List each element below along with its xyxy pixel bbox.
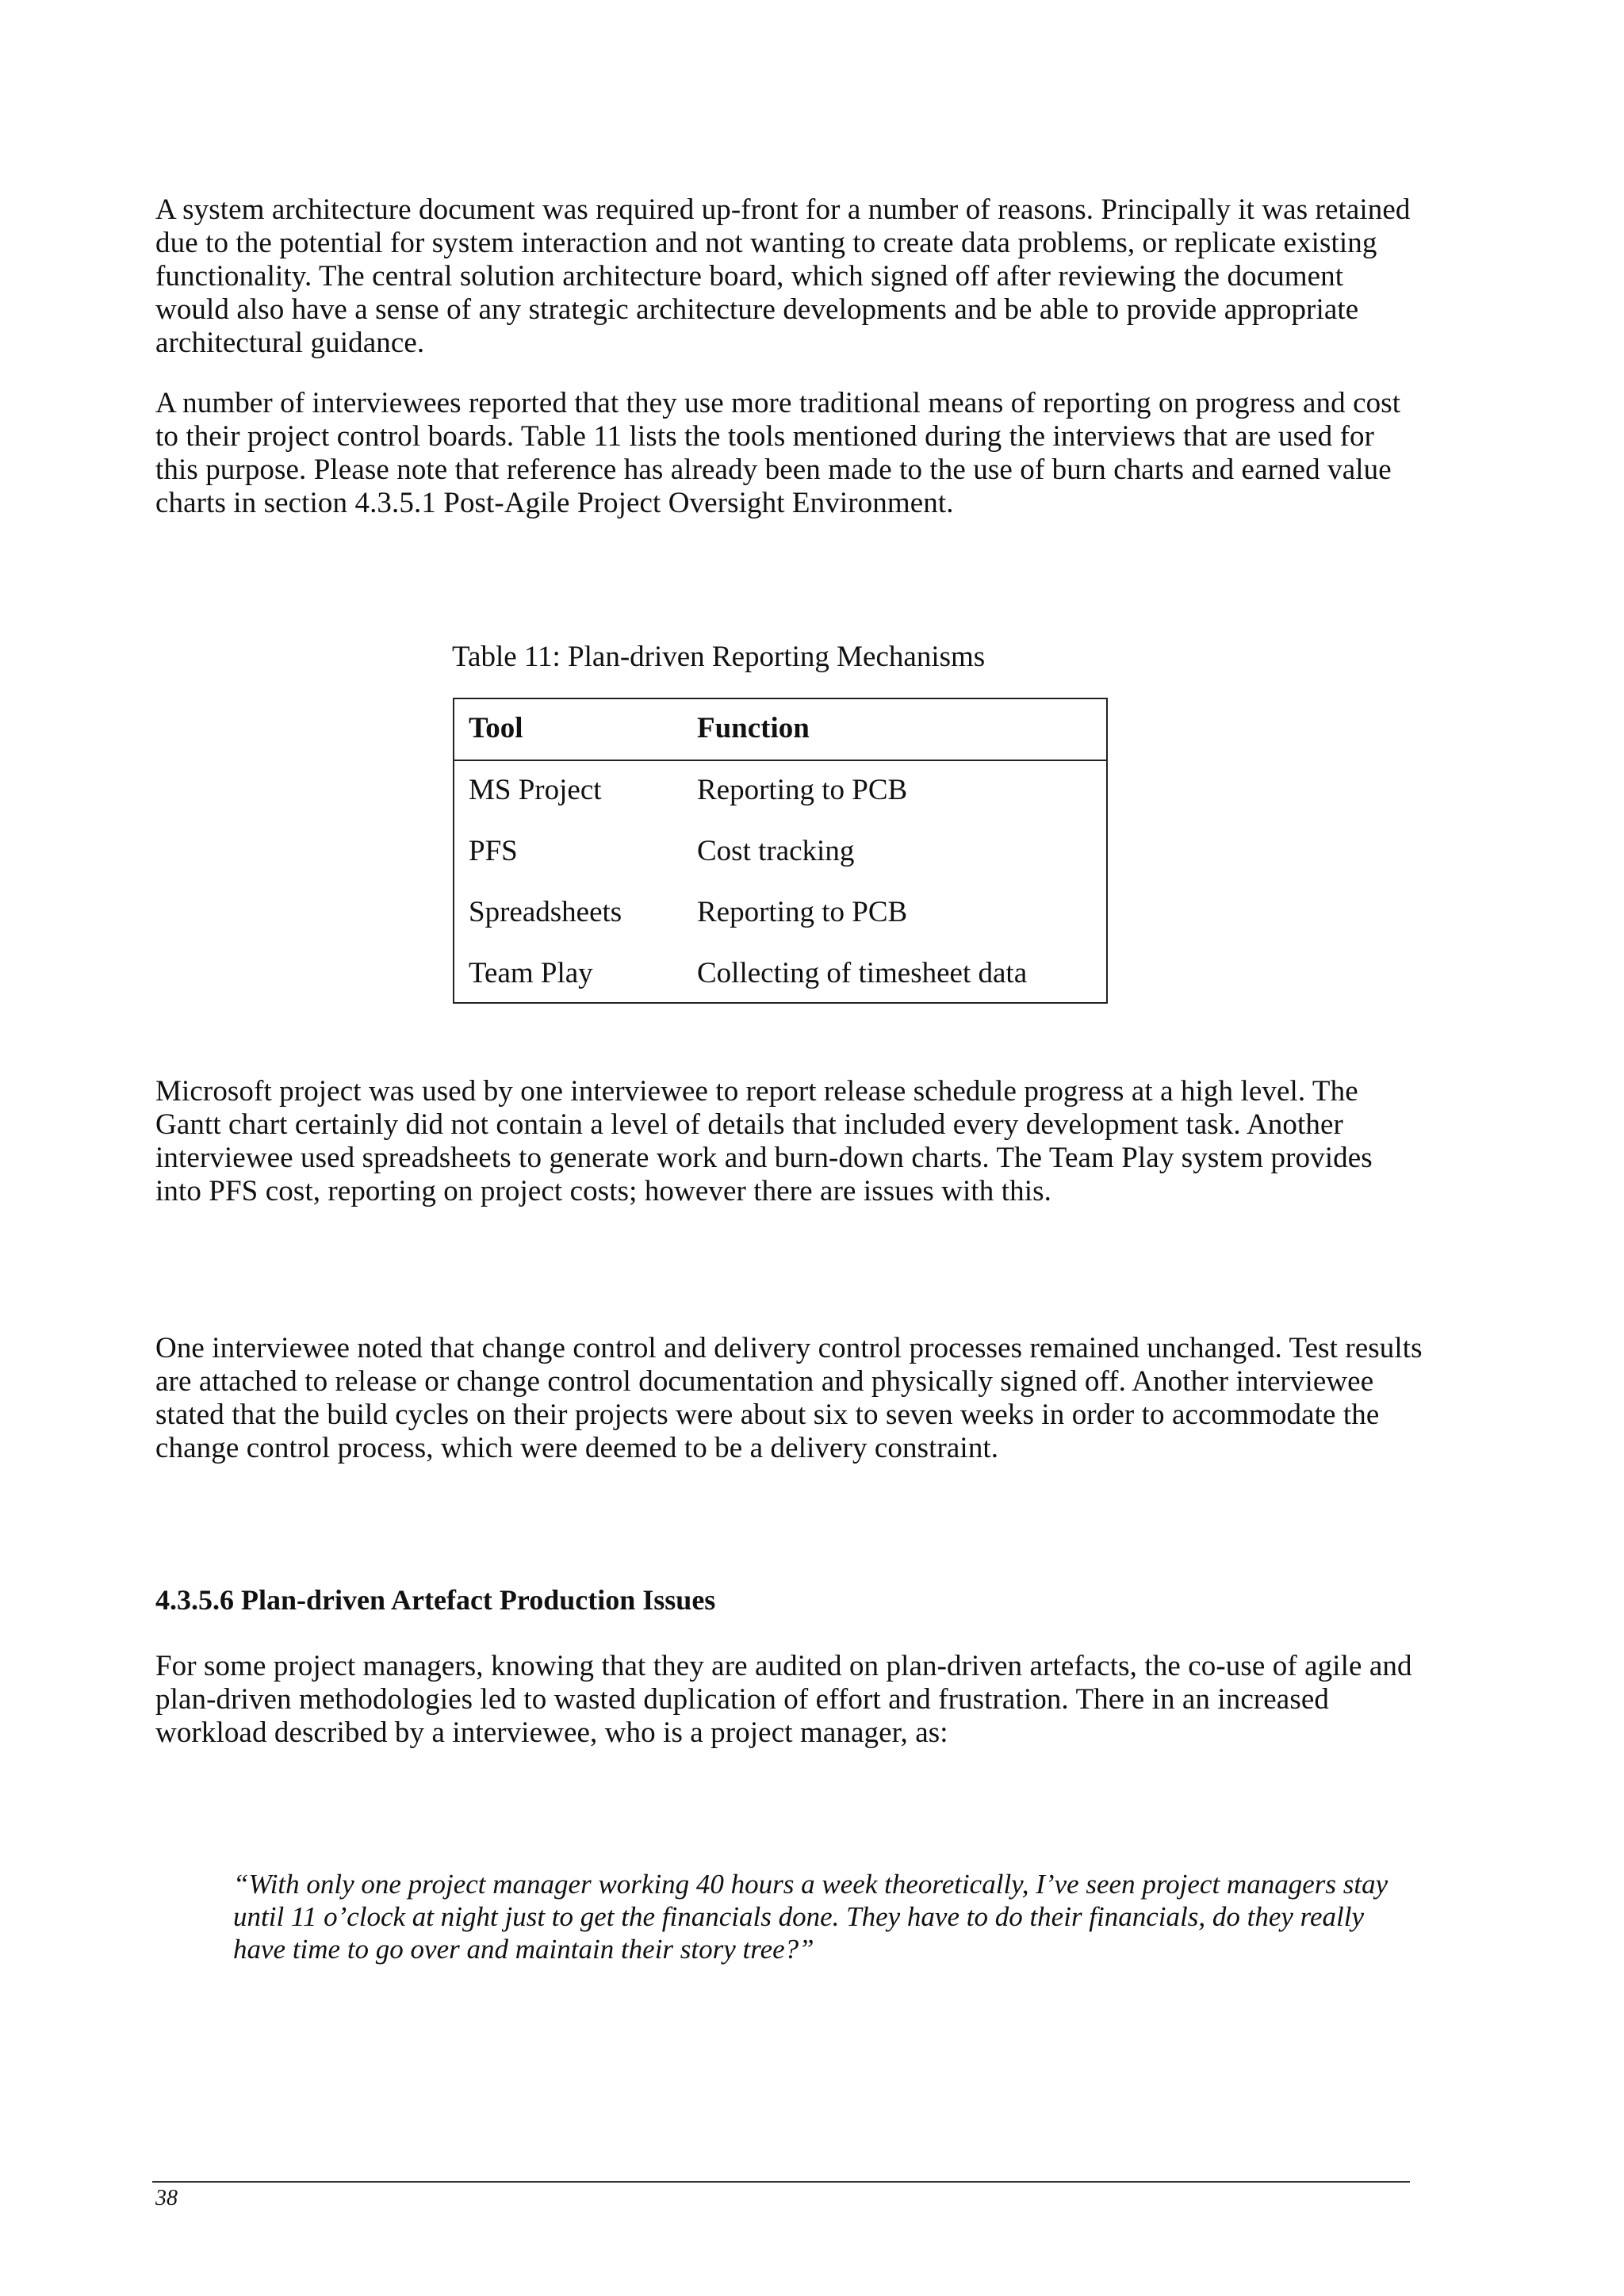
reporting-mechanisms-table — [453, 698, 1108, 1004]
table-cell-function: Collecting of timesheet data — [697, 957, 1028, 989]
interview-quote: “With only one project manager working 40 hours a week theoretically, I’ve seen project managers stay until 11 o’clock at night just to get the financials done. They have to do their financials, do they really have time to go over and maintain their story tree?” — [233, 1869, 1388, 1965]
table-header-tool: Tool — [469, 712, 523, 744]
table-cell-tool: Team Play — [469, 957, 593, 989]
page-number: 38 — [155, 2186, 178, 2210]
table-cell-tool: Spreadsheets — [469, 896, 622, 928]
table-cell-function: Reporting to PCB — [697, 896, 908, 928]
table-caption: Table 11: Plan-driven Reporting Mechanisms — [452, 641, 986, 673]
paragraph-reporting: A number of interviewees reported that they use more traditional means of reporting on progress and cost to their project control boards. Table 11 lists the tools mentioned during the interviews that are used for this purpose. Please note that reference has already been made to the use of burn charts and earned value charts in section 4.3.5.1 Post-Agile Project Oversight Environment. — [155, 387, 1401, 519]
table-cell-function: Reporting to PCB — [697, 774, 908, 806]
paragraph-microsoft-project: Microsoft project was used by one interviewee to report release schedule progress at a high level. The Gantt chart certainly did not contain a level of details that included every development task. Another interviewee used spreadsheets to generate work and burn-down charts. The Team Play system provides into PFS cost, reporting on project costs; however there are issues with this. — [155, 1075, 1373, 1207]
section-heading: 4.3.5.6 Plan-driven Artefact Production Issues — [155, 1584, 716, 1616]
table-cell-tool: MS Project — [469, 774, 602, 806]
paragraph-artefact-issues: For some project managers, knowing that they are audited on plan-driven artefacts, the co-use of agile and plan-driven methodologies led to wasted duplication of effort and frustration. There in an increased workload described by a interviewee, who is a project manager, as: — [155, 1650, 1412, 1749]
table-cell-function: Cost tracking — [697, 835, 855, 867]
table-header-row — [454, 699, 1106, 761]
paragraph-architecture: A system architecture document was required up-front for a number of reasons. Principally it was retained due to the potential for system interaction and not wanting to create data problems, or replicate existing functionality. The central solution architecture board, which signed off after reviewing the document would also have a sense of any strategic architecture developments and be able to provide appropriate architectural guidance. — [155, 193, 1411, 359]
footer-divider — [152, 2181, 1410, 2183]
table-header-function: Function — [697, 712, 810, 744]
paragraph-change-control: One interviewee noted that change control and delivery control processes remained unchanged. Test results are attached to release or change control documentation and physically signed off. Another interviewee stated that the build cycles on their projects were about six to seven weeks in order to accommodate the change control process, which were deemed to be a delivery constraint. — [155, 1332, 1423, 1464]
table-cell-tool: PFS — [469, 835, 518, 867]
